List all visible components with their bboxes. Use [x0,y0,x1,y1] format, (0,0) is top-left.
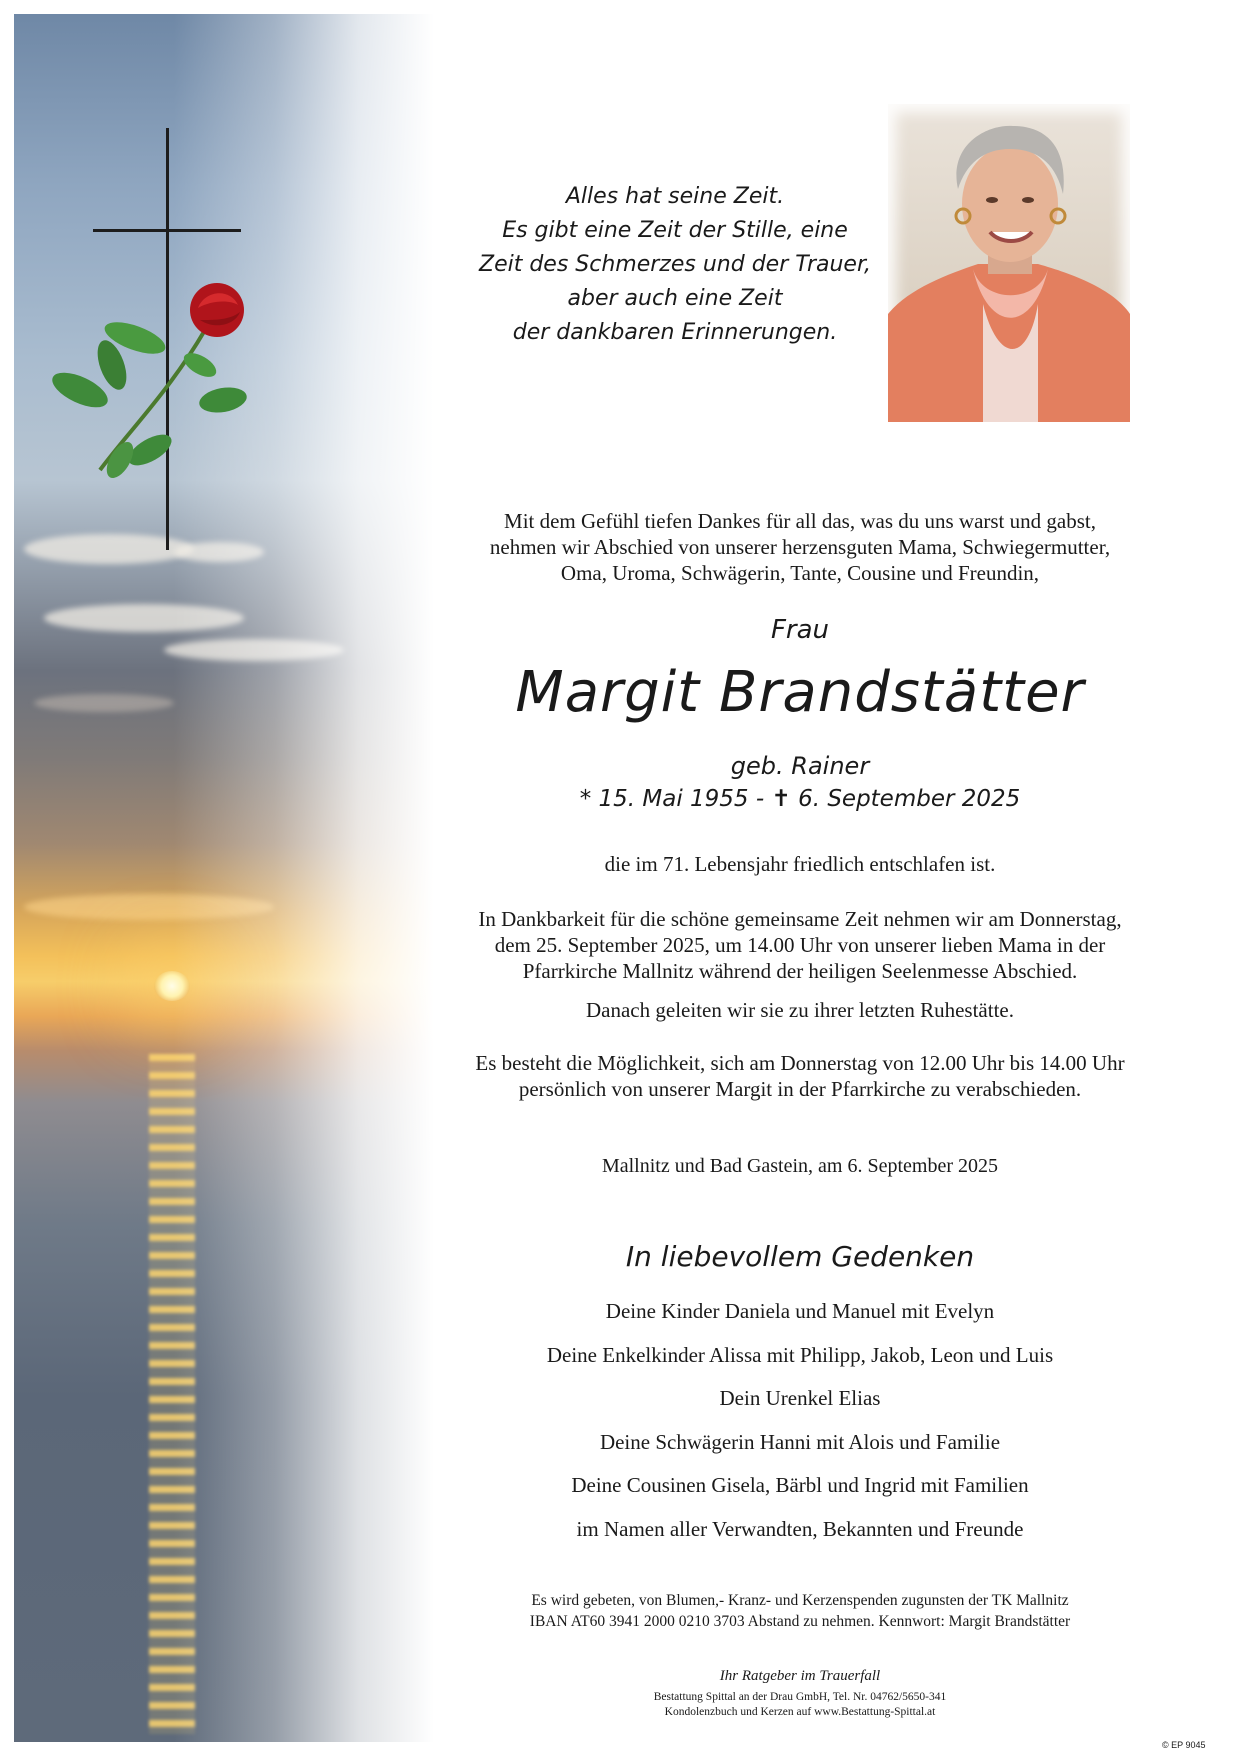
quote-line: aber auch eine Zeit [567,286,783,311]
red-rose-icon [40,280,260,480]
mourners-list [400,1290,1200,1551]
mourner-line: Deine Kinder Daniela und Manuel mit Evelyn [605,1299,995,1323]
service-line: In Dankbarkeit für die schöne gemeinsame Zeit nehmen wir am Donnerstag, [478,907,1122,931]
mourner-line: Dein Urenkel Elias [719,1386,881,1410]
funeral-home-line: Bestattung Spittal an der Drau GmbH, Tel. Nr. 04762/5650-341 [653,1691,947,1703]
donation-request [400,1590,1200,1632]
viewing-line: Es besteht die Möglichkeit, sich am Donnerstag von 12.00 Uhr bis 14.00 Uhr [475,1051,1125,1075]
intro-line: Oma, Uroma, Schwägerin, Tante, Cousine und Freundin, [560,561,1040,585]
intro-text [400,508,1200,586]
service-text [400,906,1200,984]
quote-line: Alles hat seine Zeit. [565,184,785,209]
quote-line: Zeit des Schmerzes und der Trauer, [479,252,871,277]
viewing-line: persönlich von unserer Margit in der Pfarrkirche zu verabschieden. [518,1077,1082,1101]
honorific: Frau [770,615,830,645]
mourner-line: Deine Schwägerin Hanni mit Alois und Familie [599,1429,1001,1454]
cross-horizontal-bar [93,229,241,232]
viewing-text [400,1050,1200,1102]
quote-line: Es gibt eine Zeit der Stille, eine [502,218,848,243]
funeral-home-slogan: Ihr Ratgeber im Trauerfall [719,1668,881,1684]
intro-line: nehmen wir Abschied von unserer herzensguten Mama, Schwiegermutter, [489,535,1111,559]
intro-line: Mit dem Gefühl tiefen Dankes für all das, was du uns warst und gabst, [504,509,1096,533]
life-dates: * 15. Mai 1955 - ✝ 6. September 2025 [579,786,1021,812]
service-line: Pfarrkirche Mallnitz während der heiligen Seelenmesse Abschied. [522,959,1078,983]
portrait-photo [888,104,1130,422]
deceased-name: Margit Brandstätter [515,660,1085,725]
funeral-home-line: Kondolenzbuch und Kerzen auf www.Bestattung-Spittal.at [664,1706,936,1718]
mourner-line: Deine Enkelkinder Alissa mit Philipp, Jakob, Leon und Luis [546,1342,1054,1367]
service-line: dem 25. September 2025, um 14.00 Uhr von unserer lieben Mama in der [494,933,1106,957]
mourner-line: Deine Cousinen Gisela, Bärbl und Ingrid mit Familien [571,1473,1029,1497]
portrait-image [888,104,1130,422]
quote-line: der dankbaren Erinnerungen. [512,320,838,345]
age-line: die im 71. Lebensjahr friedlich entschlafen ist. [604,852,996,876]
funeral-home-info [400,1690,1200,1720]
burial-line: Danach geleiten wir sie zu ihrer letzten Ruhestätte. [586,998,1014,1022]
birth-name: geb. Rainer [730,752,870,780]
memorial-heading: In liebevollem Gedenken [625,1240,975,1273]
donation-line: Es wird gebeten, von Blumen,- Kranz- und Kerzenspenden zugunsten der TK Mallnitz [531,1592,1069,1609]
mourner-line: im Namen aller Verwandten, Bekannten und Freunde [576,1516,1024,1541]
place-date: Mallnitz und Bad Gastein, am 6. September 2025 [601,1155,999,1177]
donation-line: IBAN AT60 3941 2000 0210 3703 Abstand zu nehmen. Kennwort: Margit Brandstätter [529,1613,1071,1630]
template-code: © EP 9045 [1162,1740,1206,1750]
